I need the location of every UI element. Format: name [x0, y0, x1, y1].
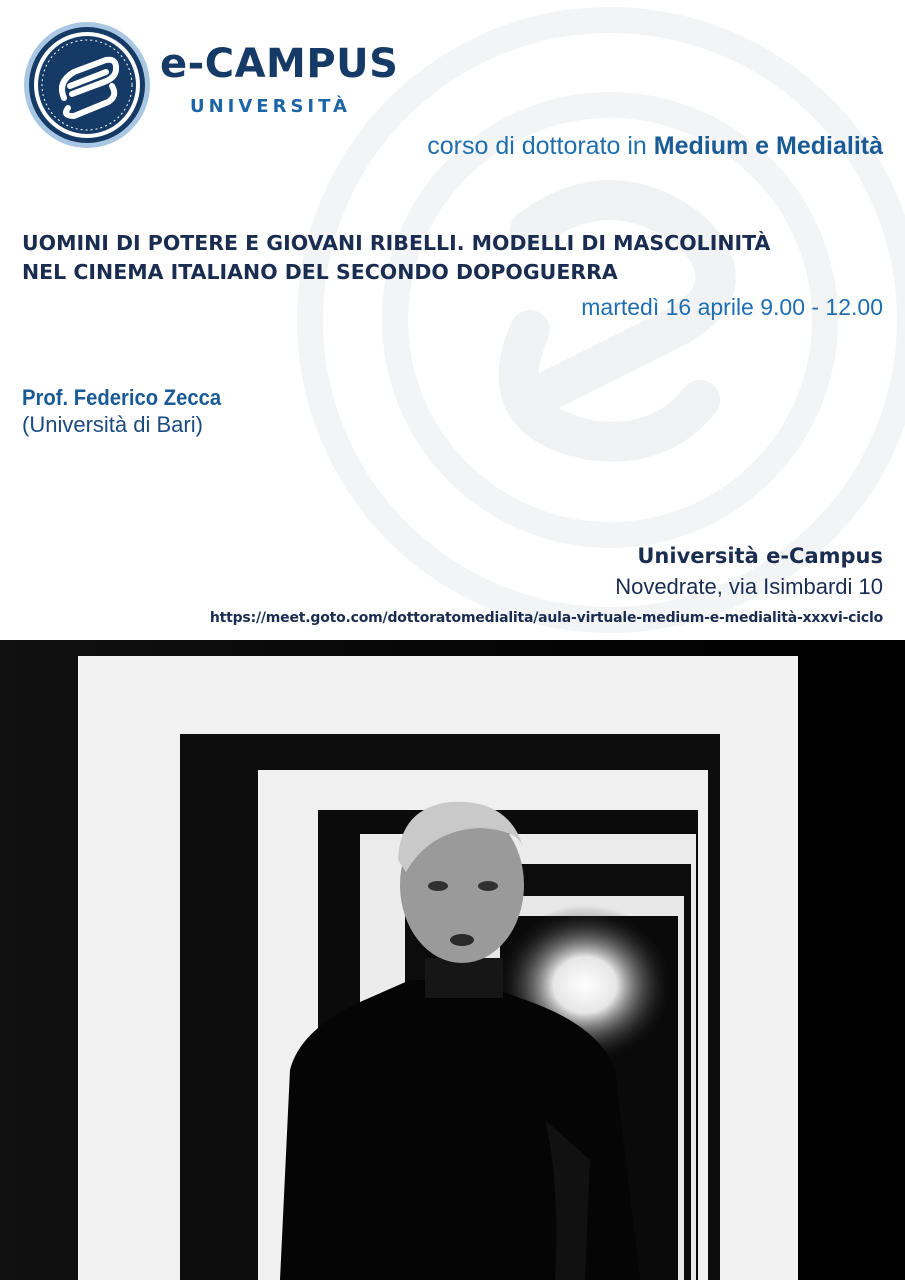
venue-address: Novedrate, via Isimbardi 10 [615, 574, 883, 599]
course-line [427, 132, 883, 161]
film-still-graphic [0, 640, 905, 1280]
course-prefix: corso di dottorato in [427, 132, 654, 160]
meeting-link[interactable]: https://meet.goto.com/dottoratomedialita/aula-virtuale-medium-e-medialità-xxxvi-ciclo [209, 610, 883, 626]
event-title-line-1: UOMINI DI POTERE E GIOVANI RIBELLI. MODELLI DI MASCOLINITÀ [22, 231, 771, 255]
logo-wordmark: e-CAMPUS [160, 41, 399, 87]
film-still-photo [0, 640, 905, 1280]
ecampus-seal-icon [22, 20, 152, 150]
event-date: martedì 16 aprile 9.00 - 12.00 [581, 294, 883, 320]
event-title-line-2: NEL CINEMA ITALIANO DEL SECONDO DOPOGUERRA [22, 260, 618, 284]
event-title [22, 229, 882, 287]
logo-subtitle: UNIVERSITÀ [190, 96, 351, 117]
speaker-affiliation: (Università di Bari) [22, 412, 203, 437]
venue-name: Università e-Campus [637, 544, 883, 568]
speaker-name: Prof. Federico Zecca [22, 385, 222, 410]
course-name: Medium e Medialità [653, 132, 883, 160]
